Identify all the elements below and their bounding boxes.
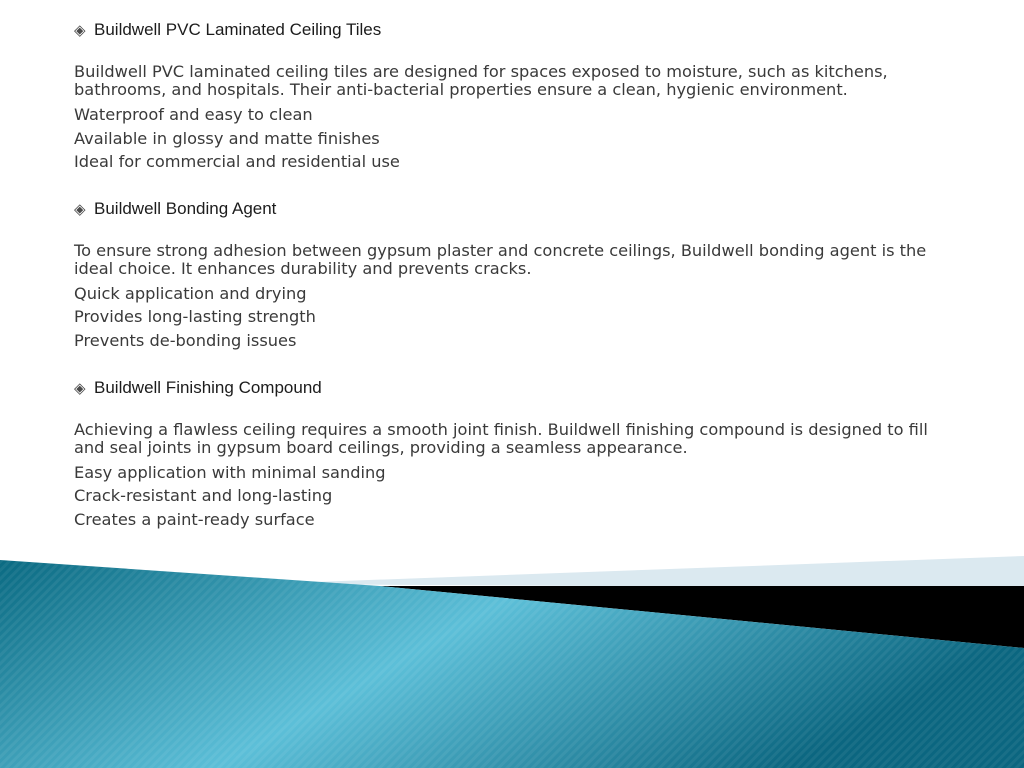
list-item: Quick application and drying: [74, 283, 307, 303]
section-heading: [74, 376, 974, 400]
section-finishing-compound: [74, 376, 974, 532]
heading-text: Buildwell PVC Laminated Ceiling Tiles: [94, 20, 382, 39]
list-item: Prevents de-bonding issues: [74, 330, 297, 350]
section-heading: [74, 197, 974, 221]
section-pvc-tiles: [74, 18, 974, 174]
diamond-bullet-icon: ◈: [74, 199, 86, 218]
section-paragraph: Buildwell PVC laminated ceiling tiles are designed for spaces exposed to moisture, such as kitchens, bathrooms, and hospitals. Their anti-bacterial properties ensure a clean, hygienic environment.: [74, 62, 888, 99]
section-paragraph: Achieving a flawless ceiling requires a smooth joint finish. Buildwell finishing compound is designed to fill and seal joints in gypsum board ceilings, providing a seamless appearance.: [74, 419, 928, 457]
slide-content: [74, 18, 974, 531]
diamond-bullet-icon: ◈: [74, 21, 86, 39]
list-item: Crack-resistant and long-lasting: [74, 486, 333, 506]
diamond-bullet-icon: ◈: [74, 378, 86, 397]
list-item: Available in glossy and matte finishes: [74, 128, 380, 148]
heading-text: Buildwell Bonding Agent: [94, 198, 277, 218]
list-item: Creates a paint-ready surface: [74, 509, 315, 529]
list-item: Waterproof and easy to clean: [74, 105, 313, 124]
section-heading: [74, 18, 974, 42]
section-bonding-agent: [74, 197, 974, 353]
section-paragraph: To ensure strong adhesion between gypsum plaster and concrete ceilings, Buildwell bonding agent is the ideal choice. It enhances durability and prevents cracks.: [74, 240, 927, 278]
pale-blue-band: [260, 556, 1024, 586]
list-item: Ideal for commercial and residential use: [74, 152, 400, 172]
heading-text: Buildwell Finishing Compound: [94, 377, 322, 397]
list-item: Provides long-lasting strength: [74, 307, 316, 327]
list-item: Easy application with minimal sanding: [74, 462, 386, 482]
